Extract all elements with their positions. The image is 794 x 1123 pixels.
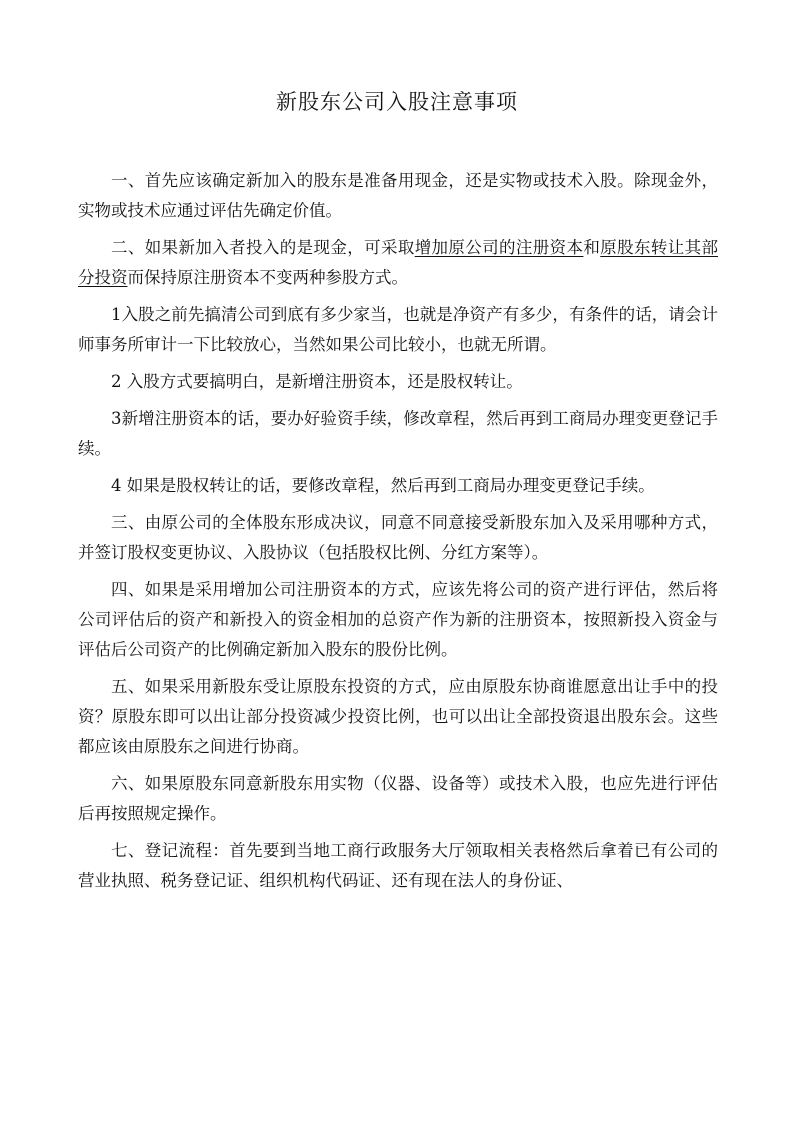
- document-body: [78, 166, 718, 903]
- paragraph-10: 六、如果原股东同意新股东用实物（仪器、设备等）或技术入股，也应先进行评估后再按照规定操作。: [78, 774, 718, 823]
- paragraph-2-text-start: 二、如果新加入者投入的是现金，可采取: [111, 238, 415, 257]
- paragraph-2-text-end: 而保持原注册资本不变两种参股方式。: [127, 268, 408, 287]
- paragraph-9: 五、如果采用新股东受让原股东投资的方式，应由原股东协商谁愿意出让手中的投资？原股东即可以出让部分投资减少投资比例，也可以出让全部投资退出股东会。这些都应该由原股东之间进行协商。: [78, 677, 718, 756]
- paragraph-4: 2 入股方式要搞明白，是新增注册资本，还是股权转让。: [111, 372, 523, 391]
- paragraph-7: 三、由原公司的全体股东形成决议，同意不同意接受新股东加入及采用哪种方式，并签订股权变更协议、入股协议（包括股权比例、分红方案等）。: [78, 513, 718, 562]
- paragraph-3: 1入股之前先搞清公司到底有多少家当，也就是净资产有多少，有条件的话，请会计师事务所审计一下比较放心，当然如果公司比较小，也就无所谓。: [78, 305, 718, 354]
- paragraph-8: 四、如果是采用增加公司注册资本的方式，应该先将公司的资产进行评估，然后将公司评估后的资产和新投入的资金相加的总资产作为新的注册资本，按照新投入资金与评估后公司资产的比例确定新加入股东的股份比例。: [78, 580, 718, 659]
- paragraph-5: 3新增注册资本的话，要办好验资手续，修改章程，然后再到工商局办理变更登记手续。: [78, 409, 718, 458]
- paragraph-11: 七、登记流程：首先要到当地工商行政服务大厅领取相关表格然后拿着已有公司的营业执照、税务登记证、组织机构代码证、还有现在法人的身份证、: [78, 841, 718, 890]
- paragraph-2: [78, 233, 718, 293]
- page-title: 新股东公司入股注意事项: [276, 90, 518, 114]
- underlined-term-transfer-investment: 原股东转让其部分投资: [78, 238, 719, 287]
- paragraph-1: 一、首先应该确定新加入的股东是准备用现金，还是实物或技术入股。除现金外，实物或技术应通过评估先确定价值。: [78, 171, 718, 220]
- paragraph-6: 4 如果是股权转让的话，要修改章程，然后再到工商局办理变更登记手续。: [111, 476, 655, 495]
- paragraph-2-text-mid: 和: [583, 238, 601, 257]
- underlined-term-increase-capital: 增加原公司的注册资本: [414, 238, 584, 257]
